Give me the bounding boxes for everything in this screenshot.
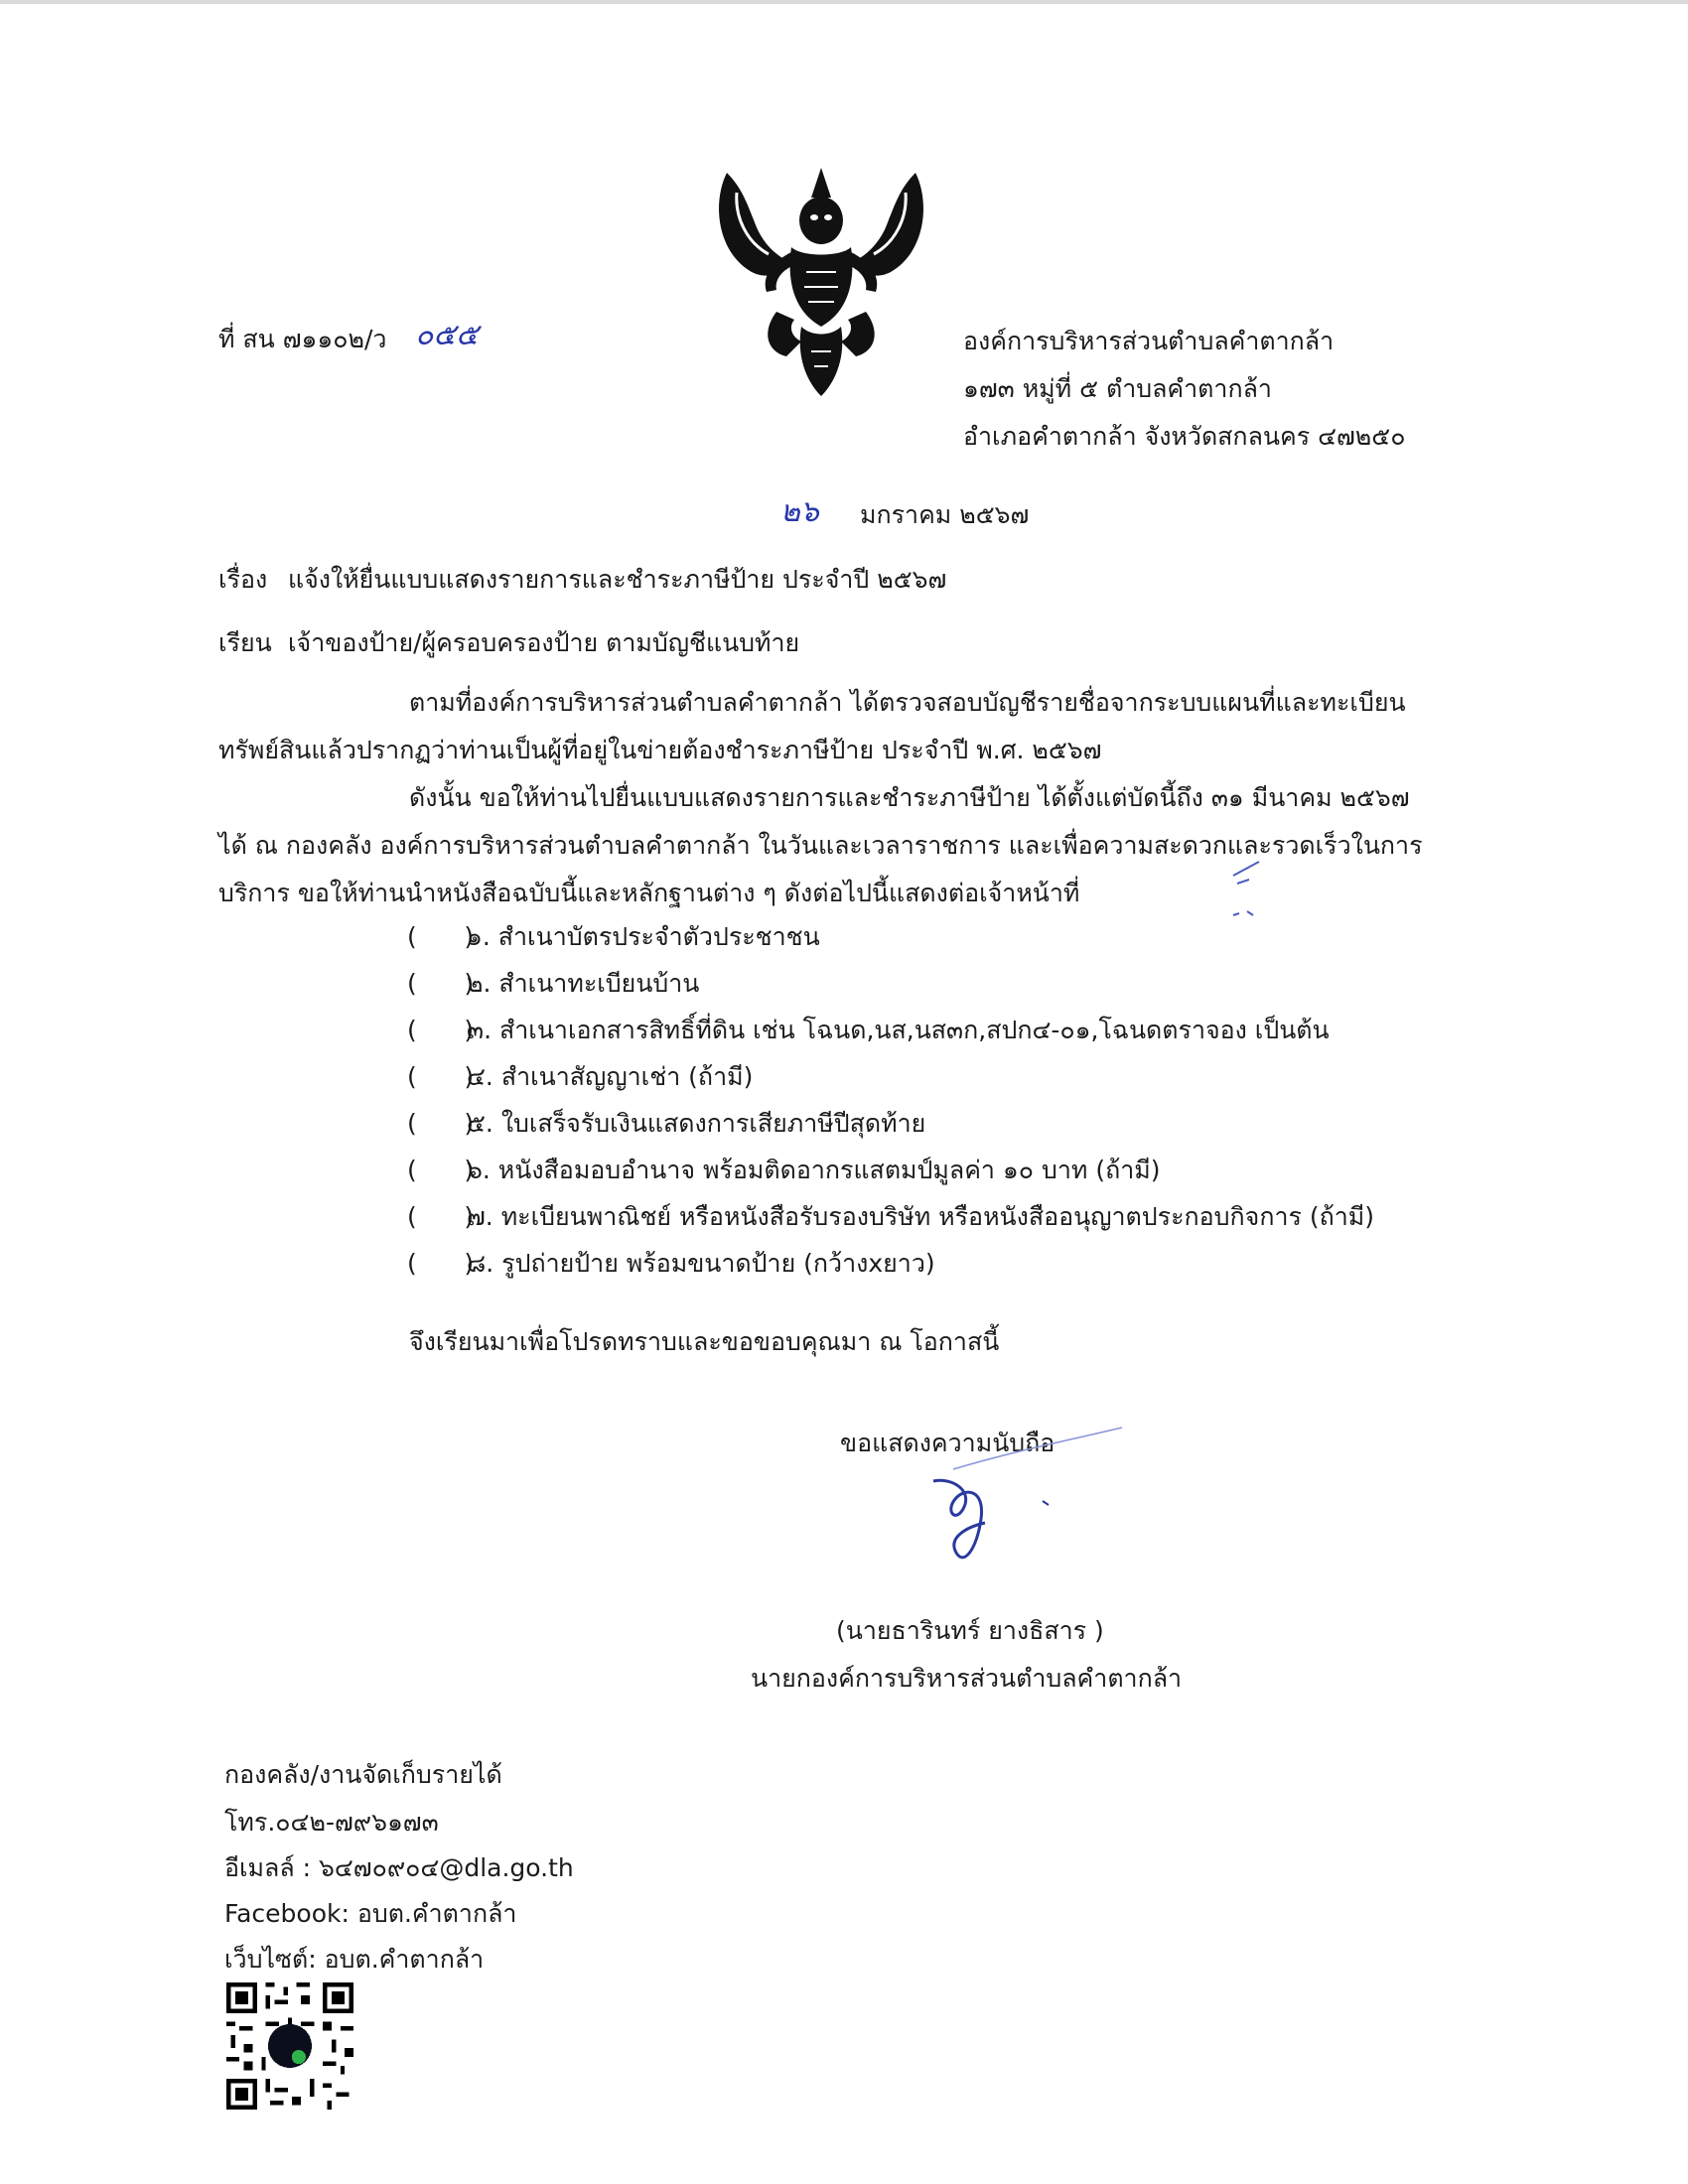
scan-edge (0, 0, 1688, 4)
org-address-line2: อำเภอคำตากล้า จังหวัดสกลนคร ๔๗๒๕๐ (963, 422, 1406, 451)
paragraph-1-line-2: ทรัพย์สินแล้วปรากฏว่าท่านเป็นผู้ที่อยู่ในข่ายต้องชำระภาษีป้าย ประจำปี พ.ศ. ๒๕๖๗ (218, 736, 1102, 764)
date-month-year: มกราคม ๒๕๖๗ (860, 500, 1030, 529)
checklist-item-7: ๗. ทะเบียนพาณิชย์ หรือหนังสือรับรองบริษัท หรือหนังสืออนุญาตประกอบกิจการ (ถ้ามี) (467, 1202, 1375, 1231)
checklist-item-1: ๑. สำเนาบัตรประจำตัวประชาชน (467, 922, 820, 951)
subject-label: เรื่อง (218, 565, 268, 594)
signature-image (894, 1420, 1152, 1588)
checklist-box-6: ( ) (407, 1156, 475, 1184)
reference-prefix: ที่ สน ๗๑๑๐๒/ว (218, 325, 387, 353)
paragraph-2-line-1: ดังนั้น ขอให้ท่านไปยื่นแบบแสดงรายการและชำระภาษีป้าย ได้ตั้งแต่บัดนี้ถึง ๓๑ มีนาคม ๒๕๖๗ (409, 783, 1410, 812)
checklist-box-1: ( ) (407, 922, 475, 951)
recipient-text: เจ้าของป้าย/ผู้ครอบครองป้าย ตามบัญชีแนบท้าย (288, 628, 800, 657)
checklist-box-2: ( ) (407, 969, 475, 998)
checklist-box-3: ( ) (407, 1016, 475, 1044)
contact-facebook: Facebook: อบต.คำตากล้า (224, 1899, 517, 1928)
date-day: ๒๖ (780, 494, 819, 529)
contact-website: เว็บไซต์: อบต.คำตากล้า (224, 1945, 485, 1974)
checklist-box-8: ( ) (407, 1249, 475, 1278)
checklist-box-7: ( ) (407, 1202, 475, 1231)
contact-email: อีเมลล์ : ๖๔๗๐๙๐๔@dla.go.th (224, 1853, 574, 1882)
pen-mark (1227, 856, 1267, 925)
checklist-item-4: ๔. สำเนาสัญญาเช่า (ถ้ามี) (467, 1062, 754, 1091)
paragraph-2-line-2: ได้ ณ กองคลัง องค์การบริหารส่วนตำบลคำตากล้า ในวันและเวลาราชการ และเพื่อความสะดวกและรวดเร็วในการ (218, 831, 1423, 860)
reference-number: ๐๕๕ (415, 318, 479, 352)
recipient-label: เรียน (218, 628, 272, 657)
signer-name: (นายธารินทร์ ยางธิสาร ) (836, 1616, 1104, 1645)
checklist-box-5: ( ) (407, 1109, 475, 1138)
contact-phone: โทร.๐๔๒-๗๙๖๑๗๓ (224, 1808, 439, 1837)
contact-department: กองคลัง/งานจัดเก็บรายได้ (224, 1760, 502, 1789)
checklist-item-3: ๓. สำเนาเอกสารสิทธิ์ที่ดิน เช่น โฉนด,นส,นส๓ก,สปก๔-๐๑,โฉนดตราจอง เป็นต้น (467, 1016, 1330, 1044)
closing-regards: ขอแสดงความนับถือ (840, 1429, 1055, 1457)
signer-title: นายกองค์การบริหารส่วนตำบลคำตากล้า (751, 1664, 1183, 1693)
checklist-item-6: ๖. หนังสือมอบอำนาจ พร้อมติดอากรแสตมป์มูลค่า ๑๐ บาท (ถ้ามี) (467, 1156, 1161, 1184)
checklist-item-8: ๘. รูปถ่ายป้าย พร้อมขนาดป้าย (กว้างxยาว) (467, 1249, 935, 1278)
paragraph-1-line-1: ตามที่องค์การบริหารส่วนตำบลคำตากล้า ได้ตรวจสอบบัญชีรายชื่อจากระบบแผนที่และทะเบียน (409, 688, 1406, 717)
garuda-emblem-icon (707, 163, 935, 401)
org-name: องค์การบริหารส่วนตำบลคำตากล้า (963, 327, 1335, 355)
org-address-line1: ๑๗๓ หมู่ที่ ๕ ตำบลคำตากล้า (963, 374, 1272, 403)
closing-text: จึงเรียนมาเพื่อโปรดทราบและขอขอบคุณมา ณ โอกาสนี้ (409, 1327, 1000, 1356)
paragraph-2-line-3: บริการ ขอให้ท่านนำหนังสือฉบับนี้และหลักฐานต่าง ๆ ดังต่อไปนี้แสดงต่อเจ้าหน้าที่ (218, 879, 1080, 907)
checklist-item-5: ๕. ใบเสร็จรับเงินแสดงการเสียภาษีปีสุดท้าย (467, 1109, 926, 1138)
qr-code-icon (226, 1982, 353, 2110)
checklist-box-4: ( ) (407, 1062, 475, 1091)
checklist-item-2: ๒. สำเนาทะเบียนบ้าน (467, 969, 700, 998)
subject-text: แจ้งให้ยื่นแบบแสดงรายการและชำระภาษีป้าย ประจำปี ๒๕๖๗ (288, 565, 947, 594)
